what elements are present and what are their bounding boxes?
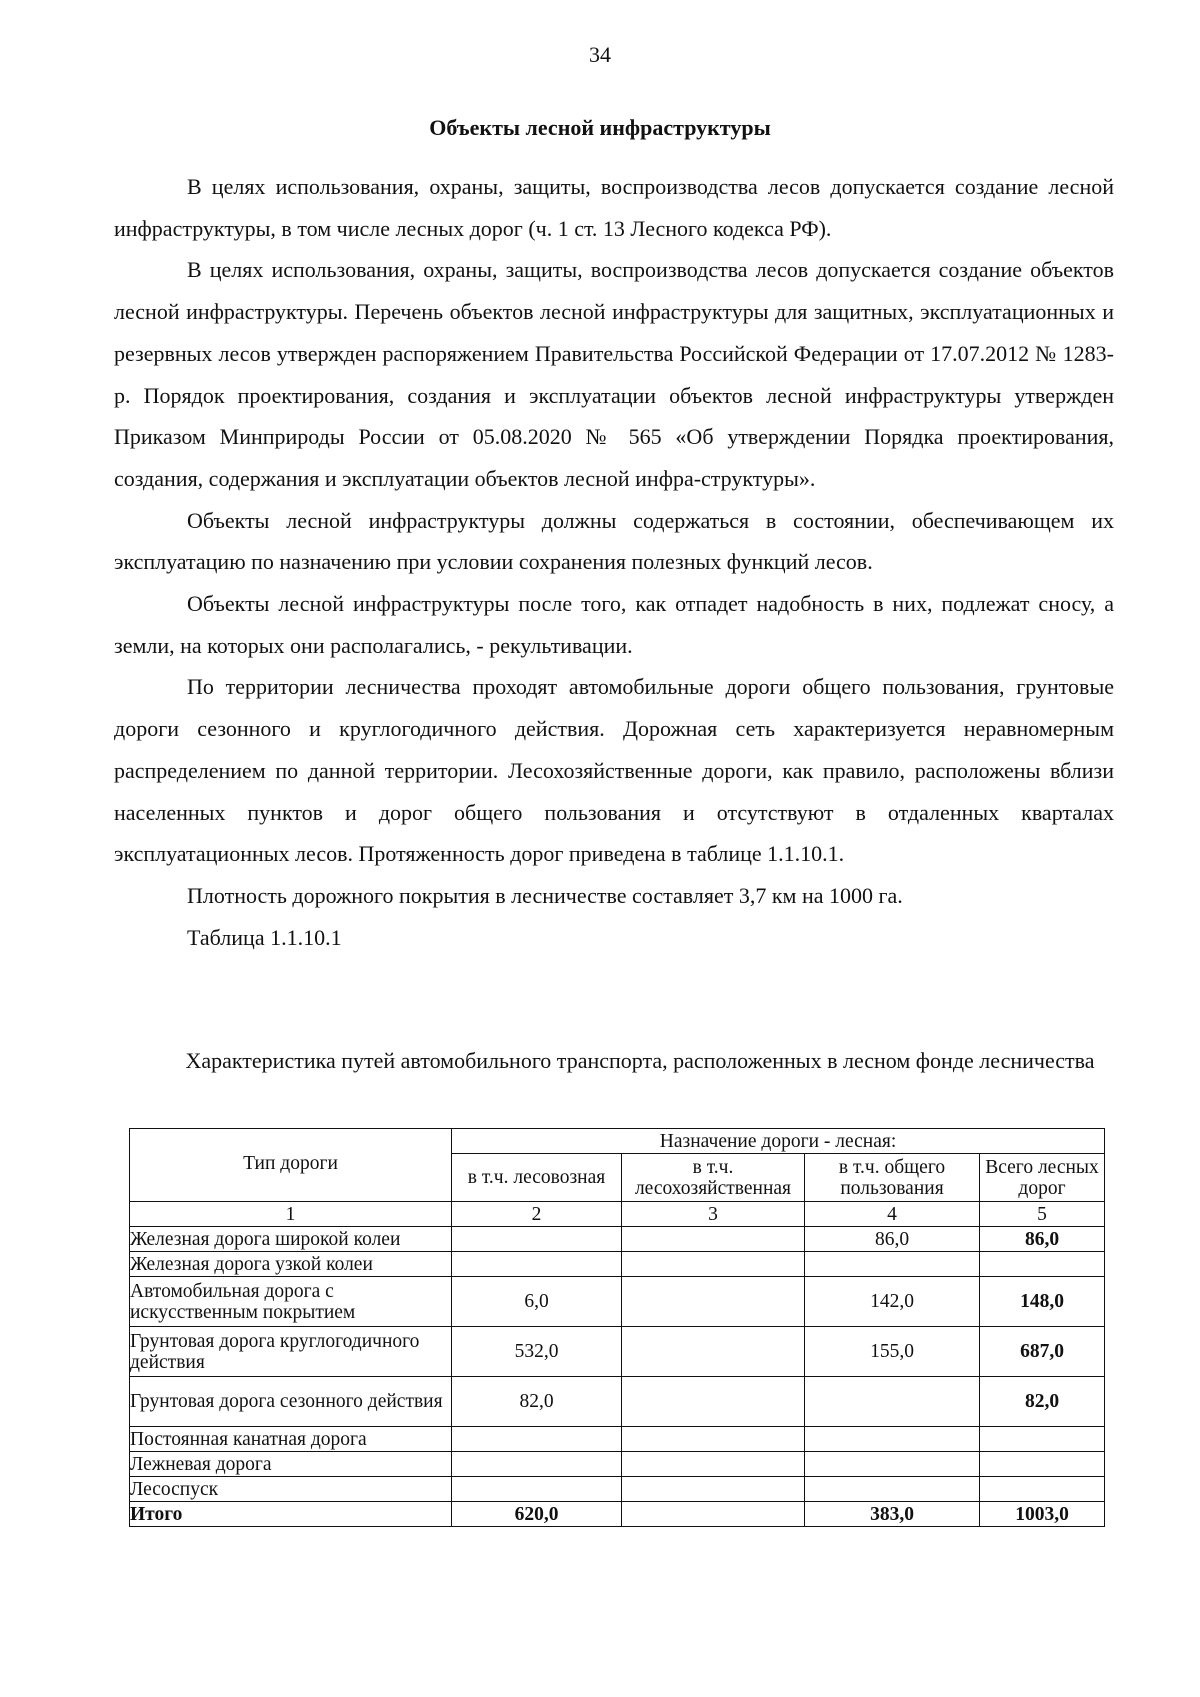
total-cell: [980, 1427, 1105, 1452]
total-cell: 82,0: [980, 1377, 1105, 1427]
road-type-cell: Грунтовая дорога сезонного действия: [130, 1377, 452, 1427]
value-cell: [622, 1227, 805, 1252]
table-row: [130, 1277, 1105, 1327]
value-cell: [805, 1252, 980, 1277]
table-row: [130, 1427, 1105, 1452]
road-type-cell: Лесоспуск: [130, 1477, 452, 1502]
header-col-5: Всего лесных дорог: [980, 1154, 1105, 1202]
value-cell: [622, 1452, 805, 1477]
col-number: 1: [130, 1202, 452, 1227]
total-label-cell: Итого: [130, 1502, 452, 1527]
value-cell: [805, 1427, 980, 1452]
road-type-cell: Железная дорога узкой колеи: [130, 1252, 452, 1277]
value-cell: 82,0: [452, 1377, 622, 1427]
paragraph: В целях использования, охраны, защиты, воспроизводства лесов допускается создание объектов лесной инфраструктуры. Перечень объектов лесной инфраструктуры для защитных, эксплуатационных и резервных лесов утвержден распоряжением Правительства Российской Федерации от 17.07.2012 № 1283-р. Порядок проектирования, создания и эксплуатации объектов лесной инфраструктуры утвержден Приказом Минприроды России от 05.08.2020 № 565 «Об утверждении Порядка проектирования, создания, содержания и эксплуатации объектов лесной инфра-структуры».: [114, 257, 1114, 491]
total-cell: [980, 1477, 1105, 1502]
total-cell: [980, 1452, 1105, 1477]
value-cell: 6,0: [452, 1277, 622, 1327]
header-group: Назначение дороги - лесная:: [452, 1129, 1105, 1154]
table-row: [130, 1477, 1105, 1502]
value-cell: 142,0: [805, 1277, 980, 1327]
total-cell: 687,0: [980, 1327, 1105, 1377]
col-number: 3: [622, 1202, 805, 1227]
road-type-cell: Железная дорога широкой колеи: [130, 1227, 452, 1252]
value-cell: [805, 1477, 980, 1502]
value-cell: [622, 1377, 805, 1427]
table-row: [130, 1227, 1105, 1252]
value-cell: [622, 1327, 805, 1377]
header-road-type-text: Тип дороги: [243, 1153, 338, 1174]
roads-table: [129, 1128, 1105, 1527]
body-text: [114, 166, 1114, 958]
page-number: 34: [589, 42, 611, 67]
road-type-cell: Лежневая дорога: [130, 1452, 452, 1477]
value-cell: [452, 1427, 622, 1452]
value-cell: [622, 1477, 805, 1502]
col-number: 2: [452, 1202, 622, 1227]
road-type-cell: Постоянная канатная дорога: [130, 1427, 452, 1452]
table-row: [130, 1252, 1105, 1277]
table-title: Характеристика путей автомобильного транспорта, расположенных в лесном фонде лесничества: [185, 1048, 1095, 1073]
col-number: 5: [980, 1202, 1105, 1227]
value-cell: [452, 1452, 622, 1477]
total-cell: [980, 1252, 1105, 1277]
value-cell: [452, 1227, 622, 1252]
header-col-3: в т.ч. лесохозяйственная: [622, 1154, 805, 1202]
value-cell: [622, 1427, 805, 1452]
paragraph: Плотность дорожного покрытия в лесничестве составляет 3,7 км на 1000 га.: [187, 882, 903, 908]
table-row: [130, 1377, 1105, 1427]
total-value-cell: 383,0: [805, 1502, 980, 1527]
table-row: [130, 1452, 1105, 1477]
col-number: 4: [805, 1202, 980, 1227]
paragraph: По территории лесничества проходят автомобильные дороги общего пользования, грунтовые дороги сезонного и круглогодичного действия. Дорожная сеть характеризуется неравномерным распределением по данной территории. Лесохозяйственные дороги, как правило, расположены вблизи населенных пунктов и дорог общего пользования и отсутствуют в отдаленных кварталах эксплуатационных лесов. Протяженность дорог приведена в таблице 1.1.10.1.: [114, 674, 1114, 867]
header-road-type: [130, 1129, 452, 1202]
total-value-cell: [622, 1502, 805, 1527]
road-type-cell: Грунтовая дорога круглогодичного действия: [130, 1327, 452, 1377]
total-cell: 86,0: [980, 1227, 1105, 1252]
value-cell: 532,0: [452, 1327, 622, 1377]
table-total-row: [130, 1502, 1105, 1527]
road-type-cell: Автомобильная дорога с искусственным покрытием: [130, 1277, 452, 1327]
value-cell: [452, 1252, 622, 1277]
value-cell: 86,0: [805, 1227, 980, 1252]
table-label: Таблица 1.1.10.1: [187, 924, 342, 950]
column-number-row: [130, 1202, 1105, 1227]
value-cell: [805, 1452, 980, 1477]
total-value-cell: 1003,0: [980, 1502, 1105, 1527]
header-col-4: в т.ч. общего пользования: [805, 1154, 980, 1202]
value-cell: [452, 1477, 622, 1502]
value-cell: [622, 1277, 805, 1327]
header-col-2: в т.ч. лесовозная: [452, 1154, 622, 1202]
value-cell: [622, 1252, 805, 1277]
value-cell: [805, 1377, 980, 1427]
total-value-cell: 620,0: [452, 1502, 622, 1527]
value-cell: 155,0: [805, 1327, 980, 1377]
paragraph: Объекты лесной инфраструктуры должны содержаться в состоянии, обеспечивающем их эксплуатацию по назначению при условии сохранения полезных функций лесов.: [114, 507, 1114, 575]
paragraph: В целях использования, охраны, защиты, воспроизводства лесов допускается создание лесной инфраструктуры, в том числе лесных дорог (ч. 1 ст. 13 Лесного кодекса РФ).: [114, 174, 1114, 241]
table-row: [130, 1327, 1105, 1377]
table-header-row: [130, 1129, 1105, 1154]
paragraph: Объекты лесной инфраструктуры после того, как отпадет надобность в них, подлежат сносу, а земли, на которых они располагались, - рекультивации.: [114, 591, 1114, 658]
section-heading: Объекты лесной инфраструктуры: [429, 115, 771, 140]
total-cell: 148,0: [980, 1277, 1105, 1327]
